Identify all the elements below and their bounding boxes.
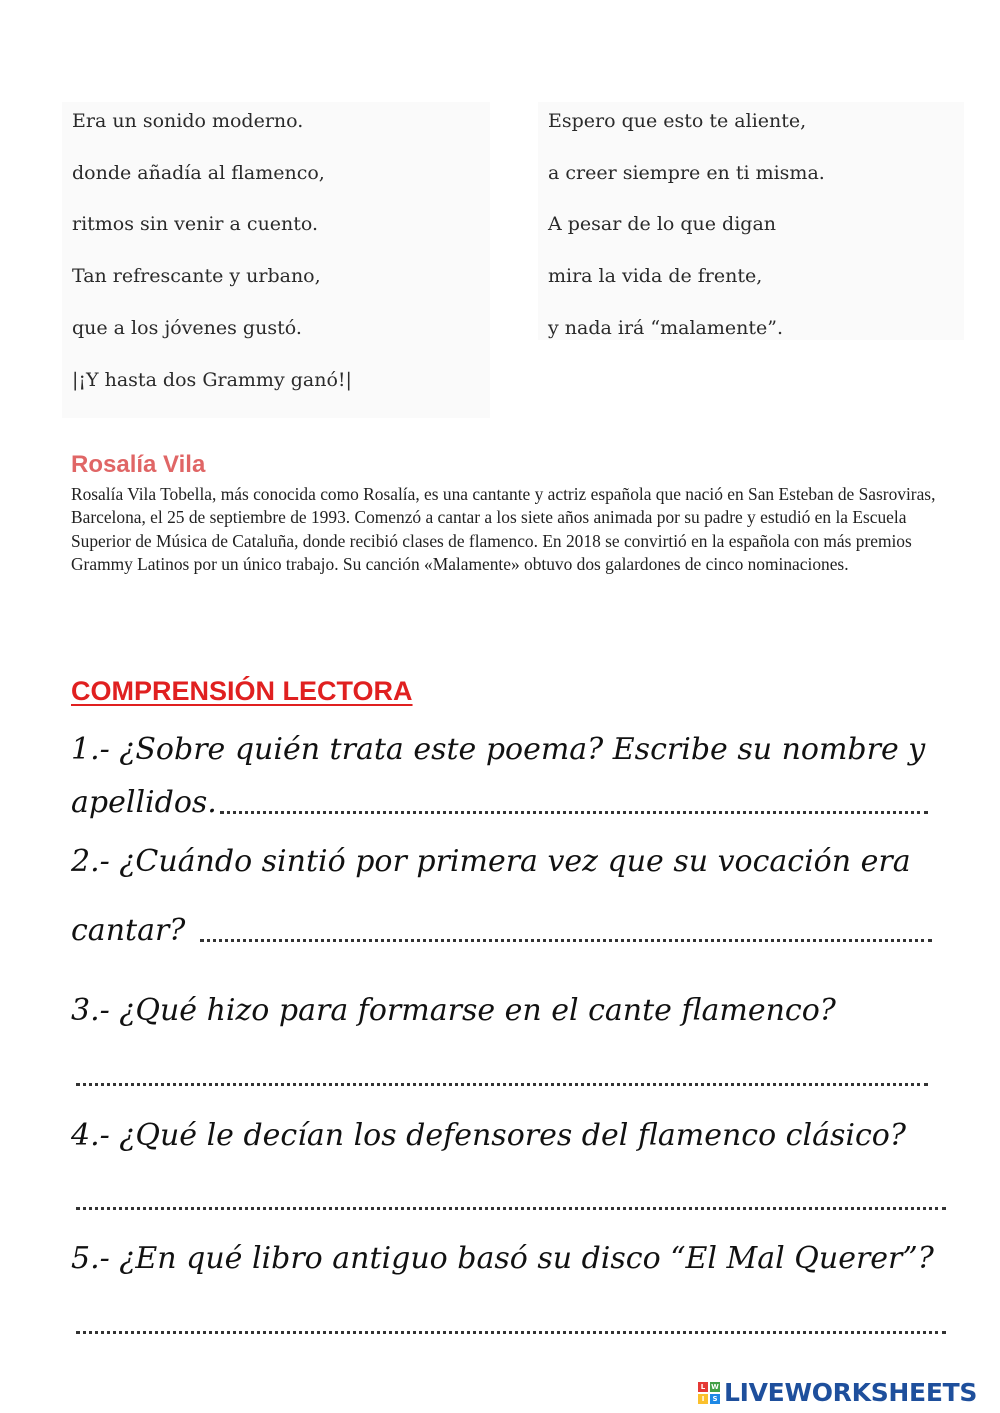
question-1: 1.- ¿Sobre quién trata este poema? Escribe su nombre y [71, 732, 926, 767]
poem-line: |¡Y hasta dos Grammy ganó!| [72, 369, 352, 391]
poem-line: y nada irá “malamente”. [548, 317, 783, 339]
answer-4-input[interactable] [76, 1186, 946, 1210]
answer-3-input[interactable] [76, 1062, 928, 1086]
answer-5-input[interactable] [76, 1310, 946, 1334]
liveworksheets-logo-icon [698, 1382, 720, 1404]
logo-cell: I [698, 1394, 708, 1404]
answer-1-input[interactable] [220, 790, 928, 814]
question-2-continued: cantar? [71, 913, 186, 948]
bio-title: Rosalía Vila [71, 451, 206, 478]
logo-cell: L [698, 1382, 708, 1392]
poem-line: que a los jóvenes gustó. [72, 317, 302, 339]
brand-text: LIVEWORKSHEETS [724, 1378, 978, 1407]
poem-line: Era un sonido moderno. [72, 110, 304, 132]
poem-line: A pesar de lo que digan [548, 213, 777, 235]
question-3: 3.- ¿Qué hizo para formarse en el cante flamenco? [71, 993, 836, 1028]
poem-right-column [538, 102, 964, 340]
liveworksheets-brand [698, 1378, 977, 1407]
logo-cell: S [710, 1394, 720, 1404]
question-5: 5.- ¿En qué libro antiguo basó su disco “El Mal Querer”? [71, 1241, 934, 1276]
bio-text: Rosalía Vila Tobella, más conocida como Rosalía, es una cantante y actriz española que nació en San Esteban de Sasroviras, Barcelona, el 25 de septiembre de 1993. Comenzó a cantar a los siete años animada por su padre y estudió en la Escuela Superior de Música de Cataluña, donde recibió clases de flamenco. En 2018 se convirtió en la española con más premios Grammy Latinos por un único trabajo. Su canción «Malamente» obtuvo dos galardones de cinco nominaciones. [71, 484, 936, 575]
answer-2-input[interactable] [200, 918, 932, 942]
question-2: 2.- ¿Cuándo sintió por primera vez que su vocación era [71, 844, 911, 879]
poem-line: donde añadía al flamenco, [72, 162, 325, 184]
question-1-continued: apellidos. [71, 785, 217, 820]
poem-line: a creer siempre en ti misma. [548, 162, 825, 184]
poem-line: Espero que esto te aliente, [548, 110, 807, 132]
logo-cell: W [711, 1382, 719, 1391]
poem-left-column [62, 102, 490, 418]
poem-line: Tan refrescante y urbano, [72, 265, 321, 287]
poem-line: ritmos sin venir a cuento. [72, 213, 319, 235]
poem-line: mira la vida de frente, [548, 265, 763, 287]
section-heading: COMPRENSIÓN LECTORA [71, 676, 413, 706]
question-4: 4.- ¿Qué le decían los defensores del flamenco clásico? [71, 1118, 906, 1153]
